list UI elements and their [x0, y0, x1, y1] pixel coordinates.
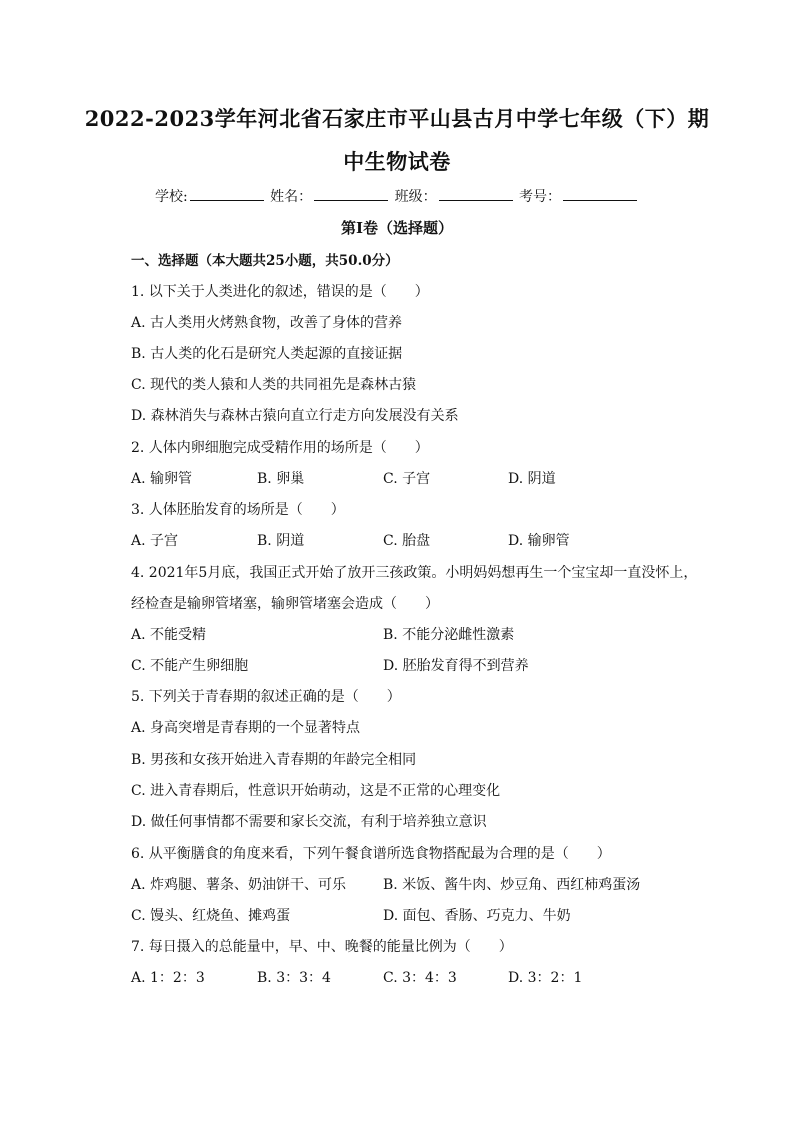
name-label: 姓名： — [270, 189, 313, 205]
question-2-stem: 2. 人体内卵细胞完成受精作用的场所是（ ） — [131, 440, 429, 456]
question-4-option-a: A. 不能受精 — [131, 627, 207, 643]
question-7-stem: 7. 每日摄入的总能量中，早、中、晚餐的能量比例为（ ） — [131, 939, 513, 955]
question-6-option-d: D. 面包、香肠、巧克力、牛奶 — [383, 908, 571, 924]
question-5-stem: 5. 下列关于青春期的叙述正确的是（ ） — [131, 689, 401, 705]
question-5-option-a: A. 身高突增是青春期的一个显著特点 — [131, 720, 361, 736]
exam-title-line-2: 中生物试卷 — [343, 149, 451, 174]
question-2-option-d: D. 阴道 — [508, 471, 556, 487]
question-6-option-b: B. 米饭、酱牛肉、炒豆角、西红柿鸡蛋汤 — [383, 877, 641, 893]
question-4-option-c: C. 不能产生卵细胞 — [131, 658, 249, 674]
question-1-option-b: B. 古人类的化石是研究人类起源的直接证据 — [131, 346, 403, 362]
question-5-option-d: D. 做任何事情都不需要和家长交流，有利于培养独立意识 — [131, 814, 487, 830]
question-2-option-c: C. 子宫 — [383, 471, 431, 487]
question-1-option-d: D. 森林消失与森林古猿向直立行走方向发展没有关系 — [131, 408, 459, 424]
question-1-option-c: C. 现代的类人猿和人类的共同祖先是森林古猿 — [131, 377, 417, 393]
question-2-option-b: B. 卵巢 — [257, 471, 305, 487]
class-blank — [439, 188, 513, 201]
question-3-option-a: A. 子宫 — [131, 533, 179, 549]
question-4-stem: 4. 2021年5月底，我国正式开始了放开三孩政策。小明妈妈想再生一个宝宝却一直没怀上， — [131, 565, 698, 581]
question-5-option-c: C. 进入青春期后，性意识开始萌动，这是不正常的心理变化 — [131, 783, 501, 799]
question-7-option-d: D. 3：2：1 — [508, 970, 583, 986]
question-1-option-a: A. 古人类用火烤熟食物，改善了身体的营养 — [131, 315, 403, 331]
question-1-stem: 1. 以下关于人类进化的叙述，错误的是（ ） — [131, 284, 429, 300]
question-3-option-d: D. 输卵管 — [508, 533, 570, 549]
part-heading: 一、选择题（本大题共25小题，共50.0分） — [131, 253, 399, 269]
student-info-row — [0, 186, 794, 206]
class-label: 班级： — [394, 189, 437, 205]
question-3-option-b: B. 阴道 — [257, 533, 305, 549]
exam-title-line-1: 2022-2023学年河北省石家庄市平山县古月中学七年级（下）期 — [84, 106, 710, 131]
question-2-option-a: A. 输卵管 — [131, 471, 193, 487]
question-4-stem-continued: 经检查是输卵管堵塞，输卵管堵塞会造成（ ） — [131, 596, 439, 612]
question-6-option-a: A. 炸鸡腿、薯条、奶油饼干、可乐 — [131, 877, 347, 893]
school-label: 学校: — [154, 189, 188, 205]
question-5-option-b: B. 男孩和女孩开始进入青春期的年龄完全相同 — [131, 752, 417, 768]
exam-number-blank — [563, 188, 637, 201]
exam-number-label: 考号： — [519, 189, 562, 205]
question-4-option-b: B. 不能分泌雌性激素 — [383, 627, 515, 643]
question-4-option-d: D. 胚胎发育得不到营养 — [383, 658, 529, 674]
question-6-stem: 6. 从平衡膳食的角度来看，下列午餐食谱所选食物搭配最为合理的是（ ） — [131, 846, 611, 862]
section-title: 第I卷（选择题） — [340, 219, 454, 237]
question-7-option-a: A. 1：2：3 — [131, 970, 205, 986]
question-3-stem: 3. 人体胚胎发育的场所是（ ） — [131, 502, 345, 518]
question-7-option-c: C. 3：4：3 — [383, 970, 457, 986]
name-blank — [314, 188, 388, 201]
question-7-option-b: B. 3：3：4 — [257, 970, 331, 986]
school-blank — [190, 188, 264, 201]
question-3-option-c: C. 胎盘 — [383, 533, 431, 549]
question-6-option-c: C. 馒头、红烧鱼、摊鸡蛋 — [131, 908, 291, 924]
